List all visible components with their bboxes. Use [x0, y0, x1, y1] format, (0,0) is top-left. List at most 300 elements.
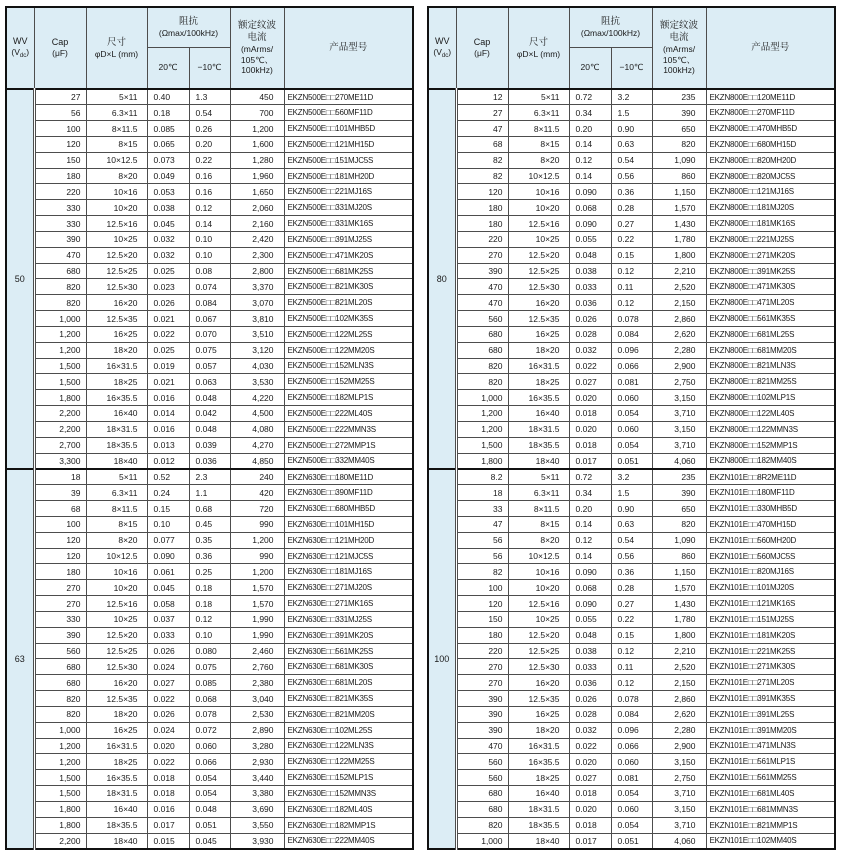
header-ripple-current: 额定纹波 电流 (mArms/ 105℃、 100kHz)	[230, 7, 284, 89]
part-number: EKZN630E□□122MLN3S	[284, 738, 413, 754]
ripple-current-value: 2,520	[652, 659, 706, 675]
size-value: 16×31.5	[86, 738, 147, 754]
cap-value: 560	[34, 643, 86, 659]
size-value: 16×31.5	[508, 738, 569, 754]
cap-value: 820	[456, 817, 508, 833]
impedance-20c-value: 0.24	[147, 485, 189, 501]
impedance-20c-value: 0.022	[147, 691, 189, 707]
impedance-minus10c-value: 0.054	[611, 437, 652, 453]
table-row	[428, 374, 835, 390]
cap-value: 82	[456, 564, 508, 580]
ripple-current-value: 2,530	[230, 706, 284, 722]
size-value: 16×40	[86, 801, 147, 817]
table-row	[6, 184, 413, 200]
cap-value: 560	[456, 311, 508, 327]
impedance-20c-value: 0.14	[569, 168, 611, 184]
ripple-current-value: 450	[230, 89, 284, 105]
cap-value: 33	[456, 501, 508, 517]
impedance-minus10c-value: 0.057	[189, 358, 230, 374]
impedance-minus10c-value: 1.5	[611, 485, 652, 501]
size-value: 16×40	[508, 406, 569, 422]
size-value: 18×31.5	[86, 786, 147, 802]
header-size: 尺寸 φD×L (mm)	[508, 7, 569, 89]
table-row	[428, 659, 835, 675]
part-number: EKZN630E□□152MMN3S	[284, 786, 413, 802]
impedance-20c-value: 0.18	[147, 105, 189, 121]
impedance-20c-value: 0.12	[569, 152, 611, 168]
impedance-minus10c-value: 0.060	[611, 390, 652, 406]
ripple-current-value: 1,780	[652, 231, 706, 247]
size-value: 16×20	[86, 295, 147, 311]
part-number: EKZN500E□□681MK25S	[284, 263, 413, 279]
size-value: 12.5×20	[86, 627, 147, 643]
impedance-20c-value: 0.026	[569, 311, 611, 327]
impedance-minus10c-value: 0.12	[611, 263, 652, 279]
impedance-minus10c-value: 0.18	[189, 596, 230, 612]
ripple-current-value: 3,070	[230, 295, 284, 311]
impedance-20c-value: 0.090	[569, 564, 611, 580]
impedance-minus10c-value: 0.042	[189, 406, 230, 422]
ripple-current-value: 235	[652, 469, 706, 485]
impedance-20c-value: 0.016	[147, 390, 189, 406]
impedance-20c-value: 0.024	[147, 659, 189, 675]
size-value: 6.3×11	[508, 485, 569, 501]
size-value: 10×16	[86, 564, 147, 580]
size-value: 8×11.5	[86, 121, 147, 137]
impedance-20c-value: 0.020	[569, 421, 611, 437]
size-value: 12.5×35	[86, 691, 147, 707]
table-row	[428, 295, 835, 311]
wv-unit: $(V_{dc})$	[11, 46, 30, 59]
cap-value: 68	[34, 501, 86, 517]
ripple-current-value: 1,200	[230, 564, 284, 580]
impedance-20c-value: 0.20	[569, 501, 611, 517]
part-number: EKZN101E□□8R2ME11D	[706, 469, 835, 485]
part-number: EKZN500E□□332MM40S	[284, 453, 413, 469]
cap-value: 680	[34, 659, 86, 675]
impedance-minus10c-value: 0.051	[611, 453, 652, 469]
ripple-current-value: 3,510	[230, 326, 284, 342]
size-value: 8×20	[86, 168, 147, 184]
table-row	[6, 532, 413, 548]
part-number: EKZN630E□□681MK30S	[284, 659, 413, 675]
size-value: 5×11	[508, 469, 569, 485]
ripple-current-value: 650	[652, 501, 706, 517]
part-number: EKZN500E□□471MK20S	[284, 247, 413, 263]
part-number: EKZN500E□□222ML40S	[284, 406, 413, 422]
part-number: EKZN101E□□561MM25S	[706, 770, 835, 786]
size-value: 10×16	[508, 184, 569, 200]
impedance-20c-value: 0.061	[147, 564, 189, 580]
header-size: 尺寸 φD×L (mm)	[86, 7, 147, 89]
impedance-20c-value: 0.018	[147, 770, 189, 786]
cap-value: 680	[34, 263, 86, 279]
size-value: 6.3×11	[86, 485, 147, 501]
part-number: EKZN101E□□560MJC5S	[706, 548, 835, 564]
cap-value: 100	[34, 516, 86, 532]
size-value: 18×31.5	[86, 421, 147, 437]
size-value: 18×40	[508, 833, 569, 849]
ripple-current-value: 820	[652, 516, 706, 532]
cap-value: 270	[456, 659, 508, 675]
part-number: EKZN101E□□330MHB5D	[706, 501, 835, 517]
cap-value: 27	[456, 105, 508, 121]
table-row	[6, 817, 413, 833]
table-row	[6, 643, 413, 659]
size-value: 10×12.5	[508, 548, 569, 564]
size-value: 10×25	[508, 611, 569, 627]
size-value: 10×16	[86, 184, 147, 200]
wv-value: 50	[6, 89, 34, 469]
table-row	[428, 675, 835, 691]
size-value: 6.3×11	[508, 105, 569, 121]
impedance-20c-value: 0.019	[147, 358, 189, 374]
table-header	[428, 7, 835, 89]
impedance-minus10c-value: 0.15	[611, 247, 652, 263]
part-number: EKZN101E□□101MJ20S	[706, 580, 835, 596]
table-row	[428, 406, 835, 422]
impedance-minus10c-value: 0.56	[611, 168, 652, 184]
table-row	[6, 247, 413, 263]
impedance-20c-value: 0.077	[147, 532, 189, 548]
ripple-current-value: 3,810	[230, 311, 284, 327]
impedance-minus10c-value: 0.060	[611, 421, 652, 437]
size-value: 10×12.5	[86, 548, 147, 564]
cap-value: 82	[456, 168, 508, 184]
cap-value: 330	[34, 200, 86, 216]
wv-value: 63	[6, 469, 34, 849]
part-number: EKZN500E□□122MM20S	[284, 342, 413, 358]
impedance-minus10c-value: 0.10	[189, 627, 230, 643]
table-row	[428, 627, 835, 643]
impedance-minus10c-value: 0.54	[189, 105, 230, 121]
cap-value: 1,500	[34, 786, 86, 802]
part-number: EKZN500E□□272MMP1S	[284, 437, 413, 453]
table-row	[428, 121, 835, 137]
table-row	[428, 421, 835, 437]
impedance-minus10c-value: 0.54	[611, 152, 652, 168]
size-value: 16×40	[508, 786, 569, 802]
table-row	[6, 342, 413, 358]
impedance-20c-value: 0.027	[569, 374, 611, 390]
cap-value: 270	[34, 596, 86, 612]
impedance-20c-value: 0.022	[569, 738, 611, 754]
impedance-20c-value: 0.068	[569, 200, 611, 216]
part-number: EKZN630E□□121MH20D	[284, 532, 413, 548]
impedance-minus10c-value: 0.084	[611, 706, 652, 722]
part-number: EKZN101E□□121MK16S	[706, 596, 835, 612]
impedance-minus10c-value: 0.22	[611, 611, 652, 627]
impedance-20c-value: 0.018	[569, 786, 611, 802]
impedance-minus10c-value: 0.08	[189, 263, 230, 279]
cap-value: 180	[34, 564, 86, 580]
impedance-20c-value: 0.045	[147, 216, 189, 232]
impedance-20c-value: 0.055	[569, 611, 611, 627]
impedance-minus10c-value: 0.068	[189, 691, 230, 707]
ripple-current-value: 1,570	[230, 596, 284, 612]
ripple-current-value: 2,800	[230, 263, 284, 279]
cap-value: 100	[456, 580, 508, 596]
size-value: 18×35.5	[86, 437, 147, 453]
cap-value: 120	[34, 532, 86, 548]
cap-value: 330	[34, 611, 86, 627]
ripple-current-value: 1,200	[230, 532, 284, 548]
part-number: EKZN630E□□331MJ25S	[284, 611, 413, 627]
impedance-minus10c-value: 0.084	[189, 295, 230, 311]
table-row	[428, 168, 835, 184]
voltage-section-63	[6, 469, 413, 849]
part-number: EKZN101E□□471MLN3S	[706, 738, 835, 754]
cap-value: 2,200	[34, 833, 86, 849]
size-value: 16×35.5	[86, 770, 147, 786]
cap-value: 12	[456, 89, 508, 105]
impedance-20c-value: 0.032	[147, 231, 189, 247]
table-row	[428, 611, 835, 627]
ripple-current-value: 4,270	[230, 437, 284, 453]
size-value: 10×12.5	[508, 168, 569, 184]
ripple-current-value: 2,900	[652, 738, 706, 754]
size-value: 16×31.5	[508, 358, 569, 374]
part-number: EKZN800E□□182MM40S	[706, 453, 835, 469]
size-value: 12.5×20	[86, 247, 147, 263]
impedance-20c-value: 0.10	[147, 516, 189, 532]
impedance-minus10c-value: 0.048	[189, 801, 230, 817]
spec-tables-container	[5, 6, 836, 850]
table-row	[428, 722, 835, 738]
part-number: EKZN800E□□152MMP1S	[706, 437, 835, 453]
ripple-current-value: 2,210	[652, 643, 706, 659]
impedance-minus10c-value: 0.90	[611, 121, 652, 137]
cap-value: 18	[34, 469, 86, 485]
impedance-20c-value: 0.026	[147, 643, 189, 659]
size-value: 16×20	[86, 675, 147, 691]
table-row	[6, 152, 413, 168]
impedance-20c-value: 0.032	[569, 722, 611, 738]
cap-value: 1,500	[34, 770, 86, 786]
ripple-current-value: 1,430	[652, 596, 706, 612]
impedance-minus10c-value: 0.35	[189, 532, 230, 548]
ripple-current-value: 3,550	[230, 817, 284, 833]
table-row	[428, 279, 835, 295]
part-number: EKZN101E□□681MMN3S	[706, 801, 835, 817]
cap-value: 390	[34, 627, 86, 643]
impedance-minus10c-value: 3.2	[611, 89, 652, 105]
table-row	[428, 89, 835, 105]
size-value: 16×20	[508, 675, 569, 691]
impedance-20c-value: 0.028	[569, 706, 611, 722]
ripple-current-value: 2,300	[230, 247, 284, 263]
size-value: 12.5×30	[508, 279, 569, 295]
part-number: EKZN500E□□122ML25S	[284, 326, 413, 342]
impedance-minus10c-value: 0.10	[189, 231, 230, 247]
impedance-20c-value: 0.014	[147, 406, 189, 422]
part-number: EKZN101E□□102MM40S	[706, 833, 835, 849]
cap-value: 820	[34, 279, 86, 295]
ripple-current-value: 1,570	[652, 580, 706, 596]
ripple-current-value: 1,150	[652, 184, 706, 200]
table-row	[428, 326, 835, 342]
ripple-current-value: 860	[652, 548, 706, 564]
size-value: 16×40	[86, 406, 147, 422]
impedance-20c-value: 0.025	[147, 342, 189, 358]
ripple-current-value: 4,060	[652, 453, 706, 469]
impedance-minus10c-value: 0.078	[611, 691, 652, 707]
ripple-current-value: 1,090	[652, 532, 706, 548]
ripple-current-value: 2,060	[230, 200, 284, 216]
table-row	[428, 311, 835, 327]
table-row	[428, 501, 835, 517]
impedance-20c-value: 0.52	[147, 469, 189, 485]
part-number: EKZN500E□□151MJC5S	[284, 152, 413, 168]
impedance-minus10c-value: 0.14	[189, 216, 230, 232]
size-value: 8×20	[508, 532, 569, 548]
table-row	[428, 358, 835, 374]
table-row	[6, 469, 413, 485]
ripple-current-value: 1,090	[652, 152, 706, 168]
size-value: 12.5×30	[86, 659, 147, 675]
table-row	[6, 659, 413, 675]
table-row	[428, 136, 835, 152]
part-number: EKZN630E□□222MM40S	[284, 833, 413, 849]
size-value: 12.5×25	[508, 643, 569, 659]
size-value: 10×20	[86, 580, 147, 596]
cap-value: 27	[34, 89, 86, 105]
impedance-minus10c-value: 0.10	[189, 247, 230, 263]
cap-value: 1,800	[456, 453, 508, 469]
part-number: EKZN800E□□122MMN3S	[706, 421, 835, 437]
impedance-20c-value: 0.033	[569, 659, 611, 675]
impedance-20c-value: 0.073	[147, 152, 189, 168]
ripple-current-value: 2,890	[230, 722, 284, 738]
impedance-minus10c-value: 0.072	[189, 722, 230, 738]
table-row	[428, 548, 835, 564]
impedance-minus10c-value: 0.051	[189, 817, 230, 833]
ripple-current-value: 1,150	[652, 564, 706, 580]
impedance-minus10c-value: 0.066	[611, 738, 652, 754]
header-part-number: 产品型号	[706, 7, 835, 89]
impedance-minus10c-value: 0.28	[611, 580, 652, 596]
impedance-minus10c-value: 0.036	[189, 453, 230, 469]
table-row	[428, 485, 835, 501]
cap-value: 270	[456, 675, 508, 691]
size-value: 8×15	[508, 516, 569, 532]
cap-value: 180	[34, 168, 86, 184]
impedance-20c-value: 0.032	[569, 342, 611, 358]
cap-value: 1,200	[34, 326, 86, 342]
part-number: EKZN630E□□152MLP1S	[284, 770, 413, 786]
ripple-current-value: 4,080	[230, 421, 284, 437]
cap-value: 270	[456, 247, 508, 263]
size-value: 18×35.5	[86, 817, 147, 833]
impedance-minus10c-value: 0.22	[611, 231, 652, 247]
ripple-current-value: 2,930	[230, 754, 284, 770]
ripple-current-value: 1,990	[230, 627, 284, 643]
voltage-section-50	[6, 89, 413, 469]
table-row	[6, 453, 413, 469]
ripple-current-value: 4,060	[652, 833, 706, 849]
size-value: 18×35.5	[508, 437, 569, 453]
impedance-20c-value: 0.020	[569, 390, 611, 406]
wv-label: WV	[13, 35, 28, 46]
size-value: 18×25	[86, 754, 147, 770]
impedance-minus10c-value: 0.096	[611, 722, 652, 738]
table-row	[428, 437, 835, 453]
ripple-current-value: 3,150	[652, 754, 706, 770]
part-number: EKZN630E□□391MK20S	[284, 627, 413, 643]
part-number: EKZN800E□□561MK35S	[706, 311, 835, 327]
ripple-current-value: 2,380	[230, 675, 284, 691]
impedance-minus10c-value: 0.084	[611, 326, 652, 342]
cap-value: 82	[456, 152, 508, 168]
cap-value: 1,200	[456, 421, 508, 437]
part-number: EKZN800E□□470MHB5D	[706, 121, 835, 137]
cap-value: 180	[456, 627, 508, 643]
cap-value: 100	[34, 121, 86, 137]
impedance-20c-value: 0.027	[147, 675, 189, 691]
part-number: EKZN101E□□271MK30S	[706, 659, 835, 675]
impedance-minus10c-value: 0.28	[611, 200, 652, 216]
impedance-minus10c-value: 0.078	[611, 311, 652, 327]
ripple-current-value: 3,150	[652, 801, 706, 817]
table-row	[6, 548, 413, 564]
impedance-minus10c-value: 0.060	[611, 754, 652, 770]
impedance-20c-value: 0.085	[147, 121, 189, 137]
part-number: EKZN630E□□122MM25S	[284, 754, 413, 770]
cap-value: 120	[456, 184, 508, 200]
impedance-20c-value: 0.018	[569, 817, 611, 833]
part-number: EKZN500E□□331MK16S	[284, 216, 413, 232]
size-value: 18×20	[508, 342, 569, 358]
part-number: EKZN101E□□560MH20D	[706, 532, 835, 548]
table-row	[6, 722, 413, 738]
cap-value: 390	[456, 706, 508, 722]
table-row	[428, 754, 835, 770]
size-value: 16×31.5	[86, 358, 147, 374]
ripple-current-value: 1,990	[230, 611, 284, 627]
table-row	[428, 580, 835, 596]
table-row	[428, 532, 835, 548]
part-number: EKZN630E□□271MK16S	[284, 596, 413, 612]
cap-value: 56	[456, 532, 508, 548]
impedance-20c-value: 0.027	[569, 770, 611, 786]
impedance-20c-value: 0.038	[569, 643, 611, 659]
impedance-minus10c-value: 0.63	[611, 516, 652, 532]
size-value: 10×20	[86, 200, 147, 216]
cap-value: 1,000	[34, 311, 86, 327]
impedance-minus10c-value: 0.27	[611, 216, 652, 232]
wv-value: 80	[428, 89, 456, 469]
size-value: 12.5×30	[86, 279, 147, 295]
size-value: 18×40	[86, 453, 147, 469]
impedance-minus10c-value: 0.085	[189, 675, 230, 691]
ripple-current-value: 2,280	[652, 722, 706, 738]
cap-value: 120	[34, 548, 86, 564]
table-row	[428, 801, 835, 817]
table-row	[6, 833, 413, 849]
part-number: EKZN101E□□181MK20S	[706, 627, 835, 643]
size-value: 16×35.5	[508, 390, 569, 406]
size-value: 5×11	[86, 89, 147, 105]
table-row	[6, 754, 413, 770]
impedance-20c-value: 0.021	[147, 374, 189, 390]
table-row	[6, 311, 413, 327]
ripple-current-value: 860	[652, 168, 706, 184]
size-value: 18×20	[86, 342, 147, 358]
cap-value: 1,000	[456, 390, 508, 406]
ripple-current-value: 3,380	[230, 786, 284, 802]
size-value: 18×31.5	[508, 421, 569, 437]
ripple-current-value: 2,520	[652, 279, 706, 295]
